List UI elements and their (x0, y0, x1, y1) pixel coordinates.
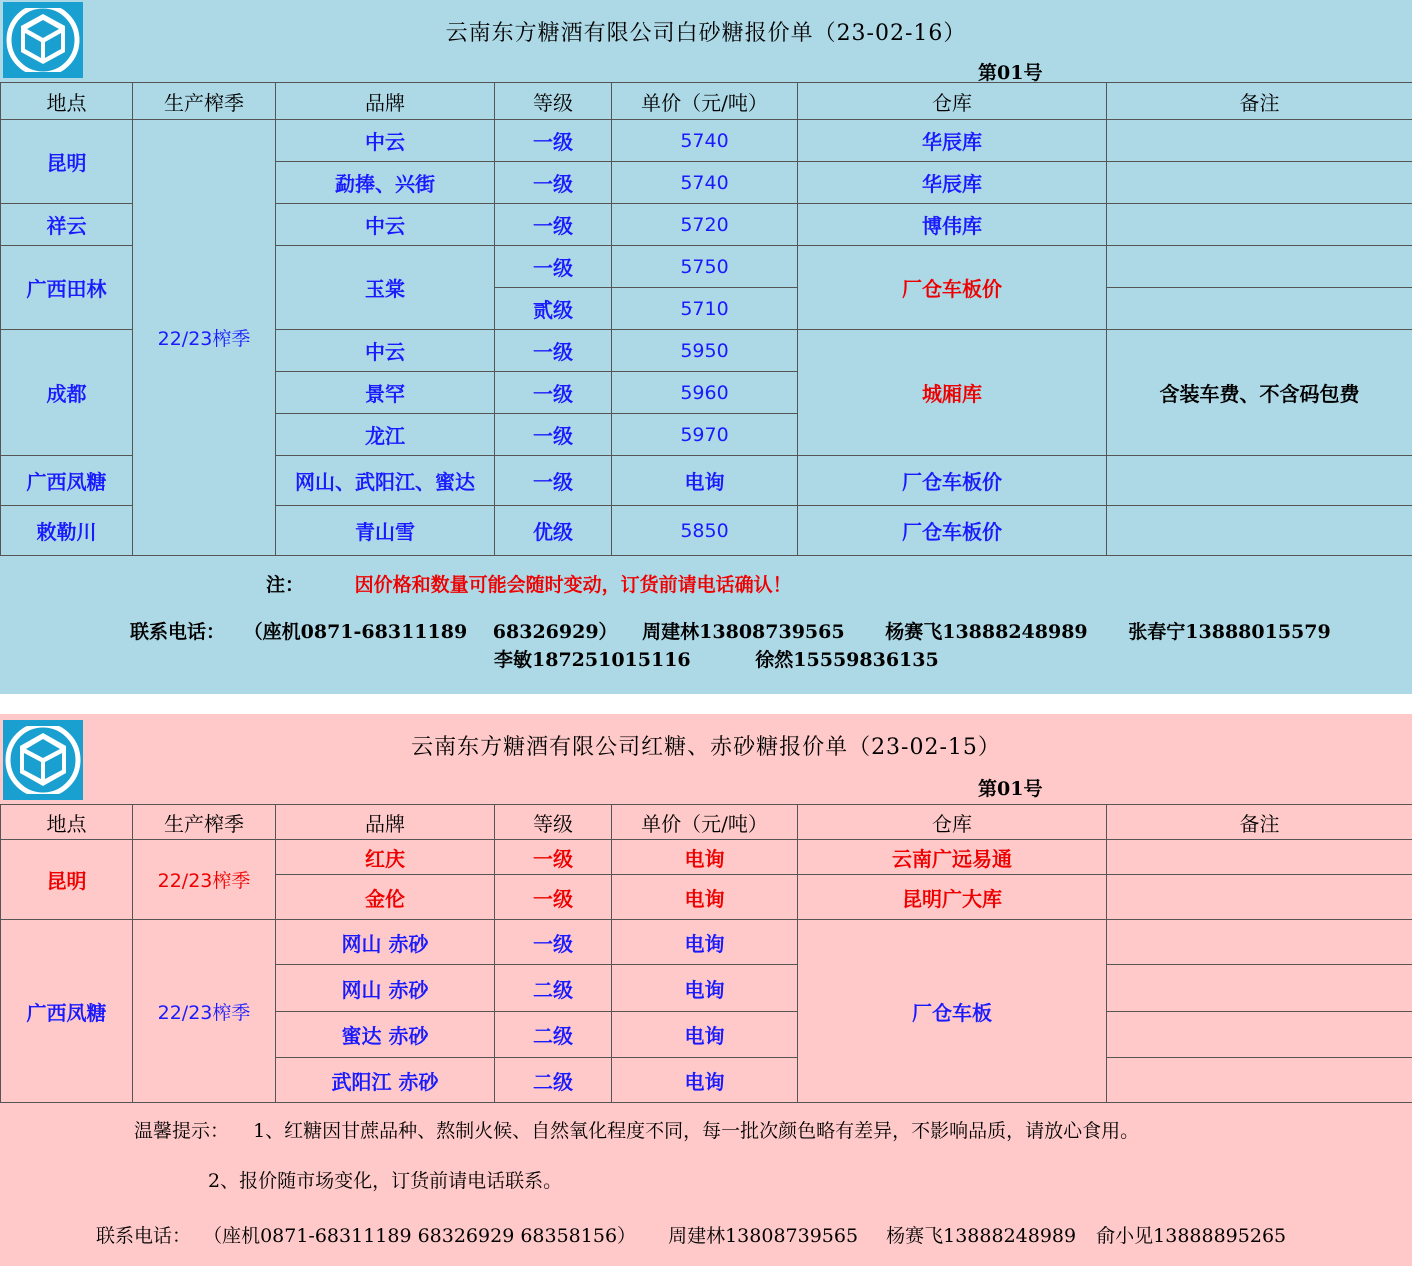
table-header (1, 83, 1412, 120)
company-logo (3, 2, 83, 78)
warehouse-cell: 华辰库 (798, 120, 1107, 162)
white-title: 云南东方糖酒有限公司白砂糖报价单（23-02-16） (445, 21, 967, 46)
grade-cell: 一级 (495, 246, 612, 288)
remark-cell (1107, 204, 1412, 246)
contact-person: 张春宁13888015579 (1128, 621, 1331, 643)
red-serial: 第01号 (978, 778, 1043, 800)
price-cell: 电询 (612, 965, 798, 1012)
brand-cell: 网山、武阳江、蜜达 (276, 456, 495, 506)
warehouse-cell: 厂仓车板价 (798, 506, 1107, 556)
price-cell: 电询 (612, 1058, 798, 1103)
location-cell: 广西田林 (1, 246, 133, 330)
brand-cell: 网山 赤砂 (276, 920, 495, 965)
contact-label: 联系电话： (130, 621, 226, 643)
warehouse-cell: 厂仓车板价 (798, 246, 1107, 330)
price-cell: 电询 (612, 456, 798, 506)
price-cell: 5960 (612, 372, 798, 414)
grade-cell: 二级 (495, 1058, 612, 1103)
grade-cell: 二级 (495, 965, 612, 1012)
price-change-note (266, 570, 792, 597)
brand-cell: 红庆 (276, 840, 495, 875)
contact-label: 联系电话： (96, 1225, 192, 1247)
red-price-table (0, 804, 1412, 1103)
header-grade: 等级 (495, 805, 612, 840)
brand-cell: 网山 赤砂 (276, 965, 495, 1012)
contact-line (130, 617, 1331, 644)
note-text: 因价格和数量可能会随时变动，订货前请电话确认！ (354, 574, 792, 596)
price-cell: 5740 (612, 162, 798, 204)
remark-cell (1107, 456, 1412, 506)
grade-cell: 一级 (495, 840, 612, 875)
header-price: 单价（元/吨） (612, 83, 798, 120)
location-cell: 祥云 (1, 204, 133, 246)
contact-person: 李敏187251015116 (494, 649, 691, 671)
table-row (1, 840, 1412, 875)
price-cell: 电询 (612, 1012, 798, 1058)
warehouse-cell: 博伟库 (798, 204, 1107, 246)
contact-landline: （座机0871-68311189 68326929 68358156） (203, 1225, 637, 1247)
brand-cell: 中云 (276, 120, 495, 162)
table-header (1, 805, 1412, 840)
grade-cell: 一级 (495, 372, 612, 414)
grade-cell: 一级 (495, 875, 612, 920)
location-cell: 昆明 (1, 840, 133, 920)
white-price-table (0, 82, 1412, 556)
header-warehouse: 仓库 (798, 805, 1107, 840)
warehouse-cell: 厂仓车板价 (798, 456, 1107, 506)
remark-cell (1107, 920, 1412, 965)
remark-cell (1107, 162, 1412, 204)
contact-person: 俞小见13888895265 (1096, 1225, 1287, 1247)
brand-cell: 景罕 (276, 372, 495, 414)
remark-cell (1107, 506, 1412, 556)
header-season: 生产榨季 (133, 83, 276, 120)
header-location: 地点 (1, 805, 133, 840)
price-cell: 电询 (612, 840, 798, 875)
header-grade: 等级 (495, 83, 612, 120)
header-remark: 备注 (1107, 805, 1412, 840)
remark-cell: 含装车费、不含码包费 (1107, 330, 1412, 456)
section-divider (0, 694, 1412, 714)
brand-cell: 中云 (276, 204, 495, 246)
header-location: 地点 (1, 83, 133, 120)
header-brand: 品牌 (276, 805, 495, 840)
grade-cell: 一级 (495, 920, 612, 965)
season-cell: 22/23榨季 (133, 840, 276, 920)
contact-landline: （座机0871-68311189 68326929） (243, 621, 618, 643)
header-remark: 备注 (1107, 83, 1412, 120)
warehouse-cell: 厂仓车板 (798, 920, 1107, 1103)
brand-cell: 中云 (276, 330, 495, 372)
table-row (1, 120, 1412, 162)
grade-cell: 一级 (495, 120, 612, 162)
remark-cell (1107, 246, 1412, 288)
brand-cell: 勐捧、兴街 (276, 162, 495, 204)
brand-cell: 龙江 (276, 414, 495, 456)
price-cell: 5740 (612, 120, 798, 162)
remark-cell (1107, 965, 1412, 1012)
note-label: 注： (266, 574, 305, 596)
brand-cell: 蜜达 赤砂 (276, 1012, 495, 1058)
price-cell: 电询 (612, 920, 798, 965)
white-serial: 第01号 (978, 62, 1043, 84)
price-cell: 5710 (612, 288, 798, 330)
grade-cell: 优级 (495, 506, 612, 556)
tip-line-1 (134, 1116, 1139, 1143)
brand-cell: 金伦 (276, 875, 495, 920)
contact-line-2 (494, 645, 939, 672)
contact-line (96, 1221, 1286, 1248)
grade-cell: 一级 (495, 204, 612, 246)
location-cell: 广西凤糖 (1, 456, 133, 506)
header-brand: 品牌 (276, 83, 495, 120)
tip-label: 温馨提示： (134, 1120, 230, 1142)
warehouse-cell: 城厢库 (798, 330, 1107, 456)
contact-person: 杨赛飞13888248989 (886, 1225, 1077, 1247)
price-cell: 5750 (612, 246, 798, 288)
grade-cell: 贰级 (495, 288, 612, 330)
brown-sugar-quote-sheet (0, 714, 1412, 1266)
price-cell: 5950 (612, 330, 798, 372)
contact-person: 周建林13808739565 (668, 1225, 859, 1247)
warehouse-cell: 华辰库 (798, 162, 1107, 204)
grade-cell: 一级 (495, 162, 612, 204)
brand-cell: 青山雪 (276, 506, 495, 556)
contact-person: 徐然15559836135 (755, 649, 939, 671)
contact-person: 周建林13808739565 (642, 621, 845, 643)
grade-cell: 二级 (495, 1012, 612, 1058)
brand-cell: 武阳江 赤砂 (276, 1058, 495, 1103)
tip-2: 2、报价随市场变化，订货前请电话联系。 (208, 1170, 563, 1192)
remark-cell (1107, 1012, 1412, 1058)
tip-1: 1、红糖因甘蔗品种、熬制火候、自然氧化程度不同，每一批次颜色略有差异，不影响品质，请放心食用。 (253, 1120, 1140, 1142)
price-cell: 5720 (612, 204, 798, 246)
location-cell: 成都 (1, 330, 133, 456)
company-logo (3, 720, 83, 800)
grade-cell: 一级 (495, 414, 612, 456)
location-cell: 昆明 (1, 120, 133, 204)
remark-cell (1107, 288, 1412, 330)
price-cell: 5850 (612, 506, 798, 556)
grade-cell: 一级 (495, 456, 612, 506)
remark-cell (1107, 1058, 1412, 1103)
header-season: 生产榨季 (133, 805, 276, 840)
location-cell: 敕勒川 (1, 506, 133, 556)
warehouse-cell: 昆明广大库 (798, 875, 1107, 920)
remark-cell (1107, 875, 1412, 920)
table-row (1, 920, 1412, 965)
remark-cell (1107, 840, 1412, 875)
price-cell: 电询 (612, 875, 798, 920)
remark-cell (1107, 120, 1412, 162)
season-cell: 22/23榨季 (133, 920, 276, 1103)
grade-cell: 一级 (495, 330, 612, 372)
header-price: 单价（元/吨） (612, 805, 798, 840)
location-cell: 广西凤糖 (1, 920, 133, 1103)
red-title: 云南东方糖酒有限公司红糖、赤砂糖报价单（23-02-15） (411, 735, 1001, 760)
tip-line-2 (208, 1166, 562, 1193)
price-cell: 5970 (612, 414, 798, 456)
header-warehouse: 仓库 (798, 83, 1107, 120)
brand-cell: 玉棠 (276, 246, 495, 330)
season-cell: 22/23榨季 (133, 120, 276, 556)
warehouse-cell: 云南广远易通 (798, 840, 1107, 875)
contact-person: 杨赛飞13888248989 (885, 621, 1088, 643)
